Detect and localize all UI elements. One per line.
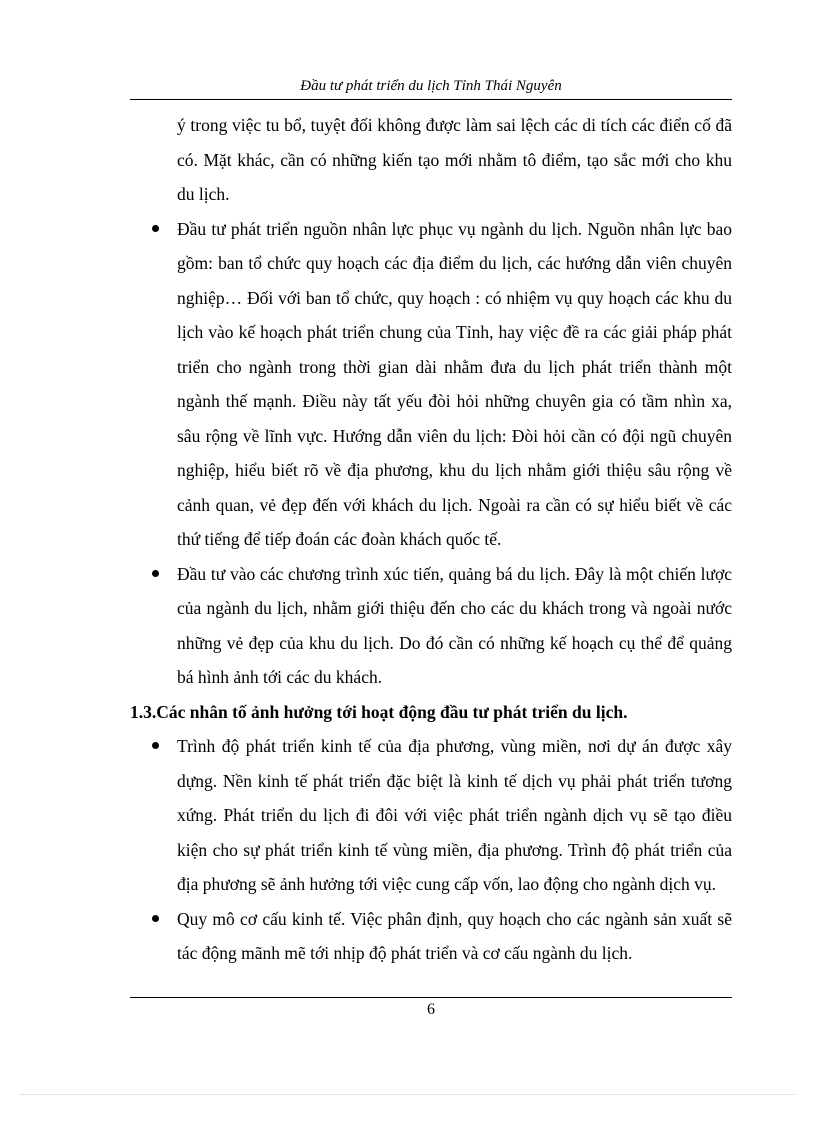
bullet-text: Quy mô cơ cấu kinh tế. Việc phân định, quy hoạch cho các ngành sản xuất sẽ tác động mãnh mẽ tới nhịp độ phát triển và cơ cấu ngành du lịch. bbox=[177, 908, 732, 963]
page-header-title: Đầu tư phát triển du lịch Tỉnh Thái Nguyên bbox=[300, 78, 562, 94]
bullet-item bbox=[130, 729, 732, 902]
bullet-item bbox=[130, 902, 732, 971]
footer-divider bbox=[130, 997, 732, 998]
bullet-text: Trình độ phát triển kinh tế của địa phương, vùng miền, nơi dự án được xây dựng. Nền kinh tế phát triển đặc biệt là kinh tế dịch vụ phải phát triển tương xứng. Phát triển du lịch đi đôi với việc phát triển ngành dịch vụ sẽ tạo điều kiện cho sự phát triển kinh tế vùng miền, địa phương. Trình độ phát triển của địa phương sẽ ảnh hưởng tới việc cung cấp vốn, lao động cho ngành dịch vụ. bbox=[177, 736, 732, 894]
bullet-icon bbox=[152, 742, 159, 749]
bullet-icon bbox=[152, 915, 159, 922]
bullet-icon bbox=[152, 225, 159, 232]
page-number: 6 bbox=[427, 1001, 435, 1018]
page-edge-divider bbox=[20, 1094, 796, 1095]
bullet-icon bbox=[152, 570, 159, 577]
continuation-paragraph: ý trong việc tu bổ, tuyệt đối không được làm sai lệch các di tích các điển cố đã có. Mặt khác, cần có những kiến tạo mới nhằm tô điểm, tạo sắc mới cho khu du lịch. bbox=[177, 115, 732, 204]
bullet-text: Đầu tư vào các chương trình xúc tiến, quảng bá du lịch. Đây là một chiến lược của ngành du lịch, nhằm giới thiệu đến cho các du khách trong và ngoài nước những vẻ đẹp của khu du lịch. Do đó cần có những kế hoạch cụ thể để quảng bá hình ảnh tới các du khách. bbox=[177, 563, 732, 687]
bullet-item bbox=[130, 557, 732, 695]
bullet-item bbox=[130, 212, 732, 557]
page-body bbox=[130, 108, 732, 971]
bullet-text: Đầu tư phát triển nguồn nhân lực phục vụ ngành du lịch. Nguồn nhân lực bao gồm: ban tổ chức quy hoạch các địa điểm du lịch, các hướng dẫn viên chuyên nghiệp… Đối với ban tổ chức, quy hoạch : có nhiệm vụ quy hoạch các khu du lịch vào kế hoạch phát triển chung của Tỉnh, hay việc đề ra các giải pháp phát triển cho ngành trong thời gian dài nhằm đưa du lịch phát triển thành một ngành thế mạnh. Điều này tất yếu đòi hỏi những chuyên gia có tầm nhìn xa, sâu rộng về lĩnh vực. Hướng dẫn viên du lịch: Đòi hỏi cần có đội ngũ chuyên nghiệp, hiểu biết rõ về địa phương, khu du lịch nhằm giới thiệu sâu rộng về cảnh quan, vẻ đẹp đến với khách du lịch. Ngoài ra cần có sự hiểu biết về các thứ tiếng để tiếp đoán các đoàn khách quốc tế. bbox=[177, 218, 732, 549]
section-heading: 1.3.Các nhân tố ảnh hưởng tới hoạt động đầu tư phát triển du lịch. bbox=[130, 701, 628, 722]
header-divider bbox=[130, 99, 732, 100]
